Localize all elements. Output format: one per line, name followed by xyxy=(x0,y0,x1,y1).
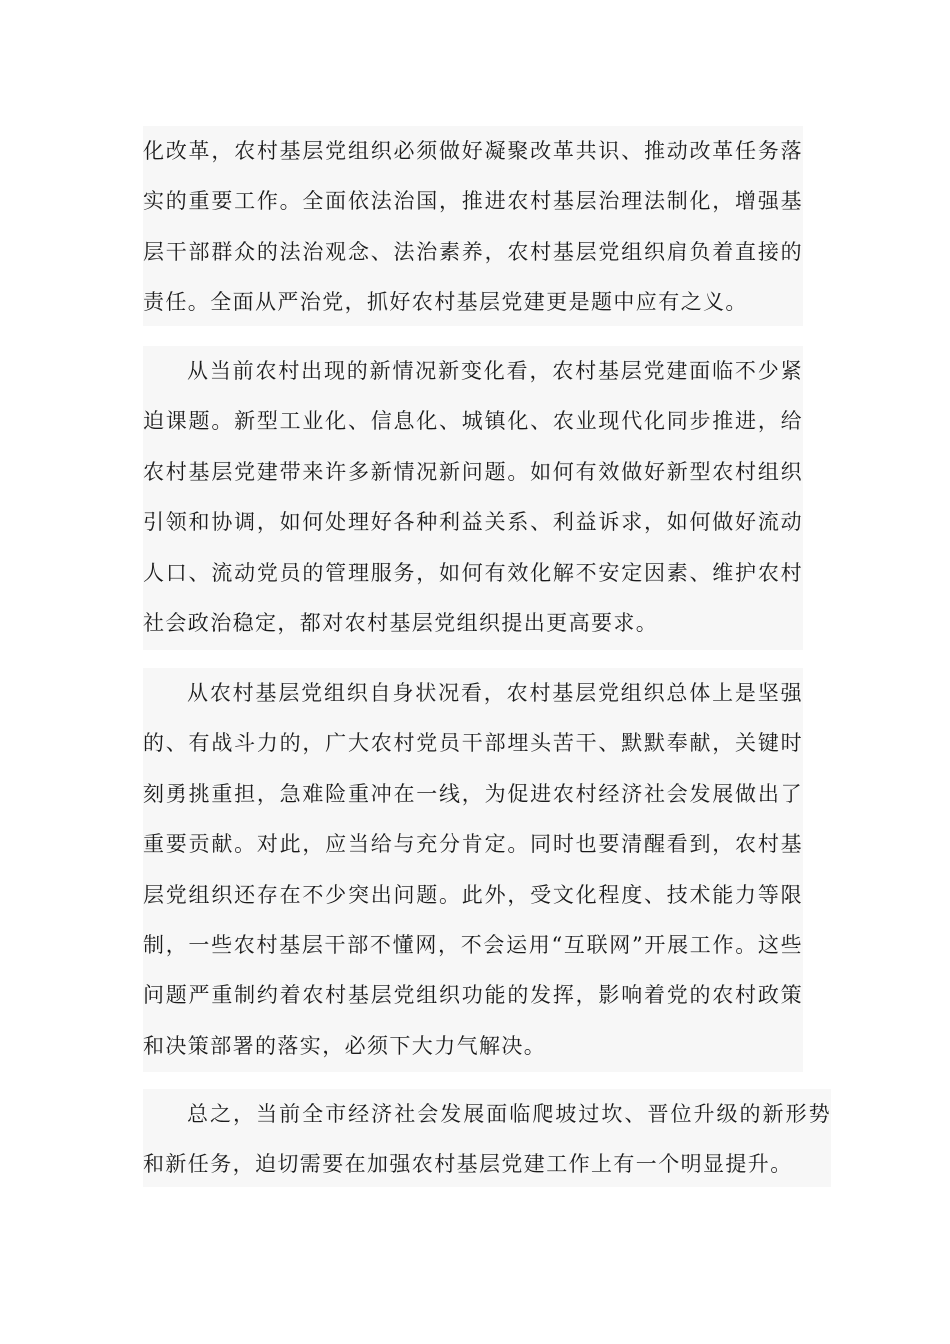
paragraph-self-status xyxy=(143,668,803,1072)
paragraph-continuation xyxy=(143,126,803,326)
paragraph-new-situations xyxy=(143,346,803,650)
paragraph-text: 化改革，农村基层党组织必须做好凝聚改革共识、推动改革任务落实的重要工作。全面依法治国，推进农村基层治理法制化，增强基层干部群众的法治观念、法治素养，农村基层党组织肩负着直接的责任。全面从严治党，抓好农村基层党建更是题中应有之义。 xyxy=(143,139,803,315)
paragraph-text: 从当前农村出现的新情况新变化看，农村基层党建面临不少紧迫课题。新型工业化、信息化、城镇化、农业现代化同步推进，给农村基层党建带来许多新情况新问题。如何有效做好新型农村组织引领和协调，如何处理好各种利益关系、利益诉求，如何做好流动人口、流动党员的管理服务，如何有效化解不安定因素、维护农村社会政治稳定，都对农村基层党组织提出更高要求。 xyxy=(143,359,803,636)
paragraph-conclusion xyxy=(143,1089,831,1187)
paragraph-text: 从农村基层党组织自身状况看，农村基层党组织总体上是坚强的、有战斗力的，广大农村党员干部埋头苦干、默默奉献，关键时刻勇挑重担，急难险重冲在一线，为促进农村经济社会发展做出了重要贡献。对此，应当给与充分肯定。同时也要清醒看到，农村基层党组织还存在不少突出问题。此外，受文化程度、技术能力等限制，一些农村基层干部不懂网，不会运用“互联网”开展工作。这些问题严重制约着农村基层党组织功能的发挥，影响着党的农村政策和决策部署的落实，必须下大力气解决。 xyxy=(143,681,803,1058)
paragraph-text: 总之，当前全市经济社会发展面临爬坡过坎、晋位升级的新形势和新任务，迫切需要在加强农村基层党建工作上有一个明显提升。 xyxy=(143,1102,831,1177)
